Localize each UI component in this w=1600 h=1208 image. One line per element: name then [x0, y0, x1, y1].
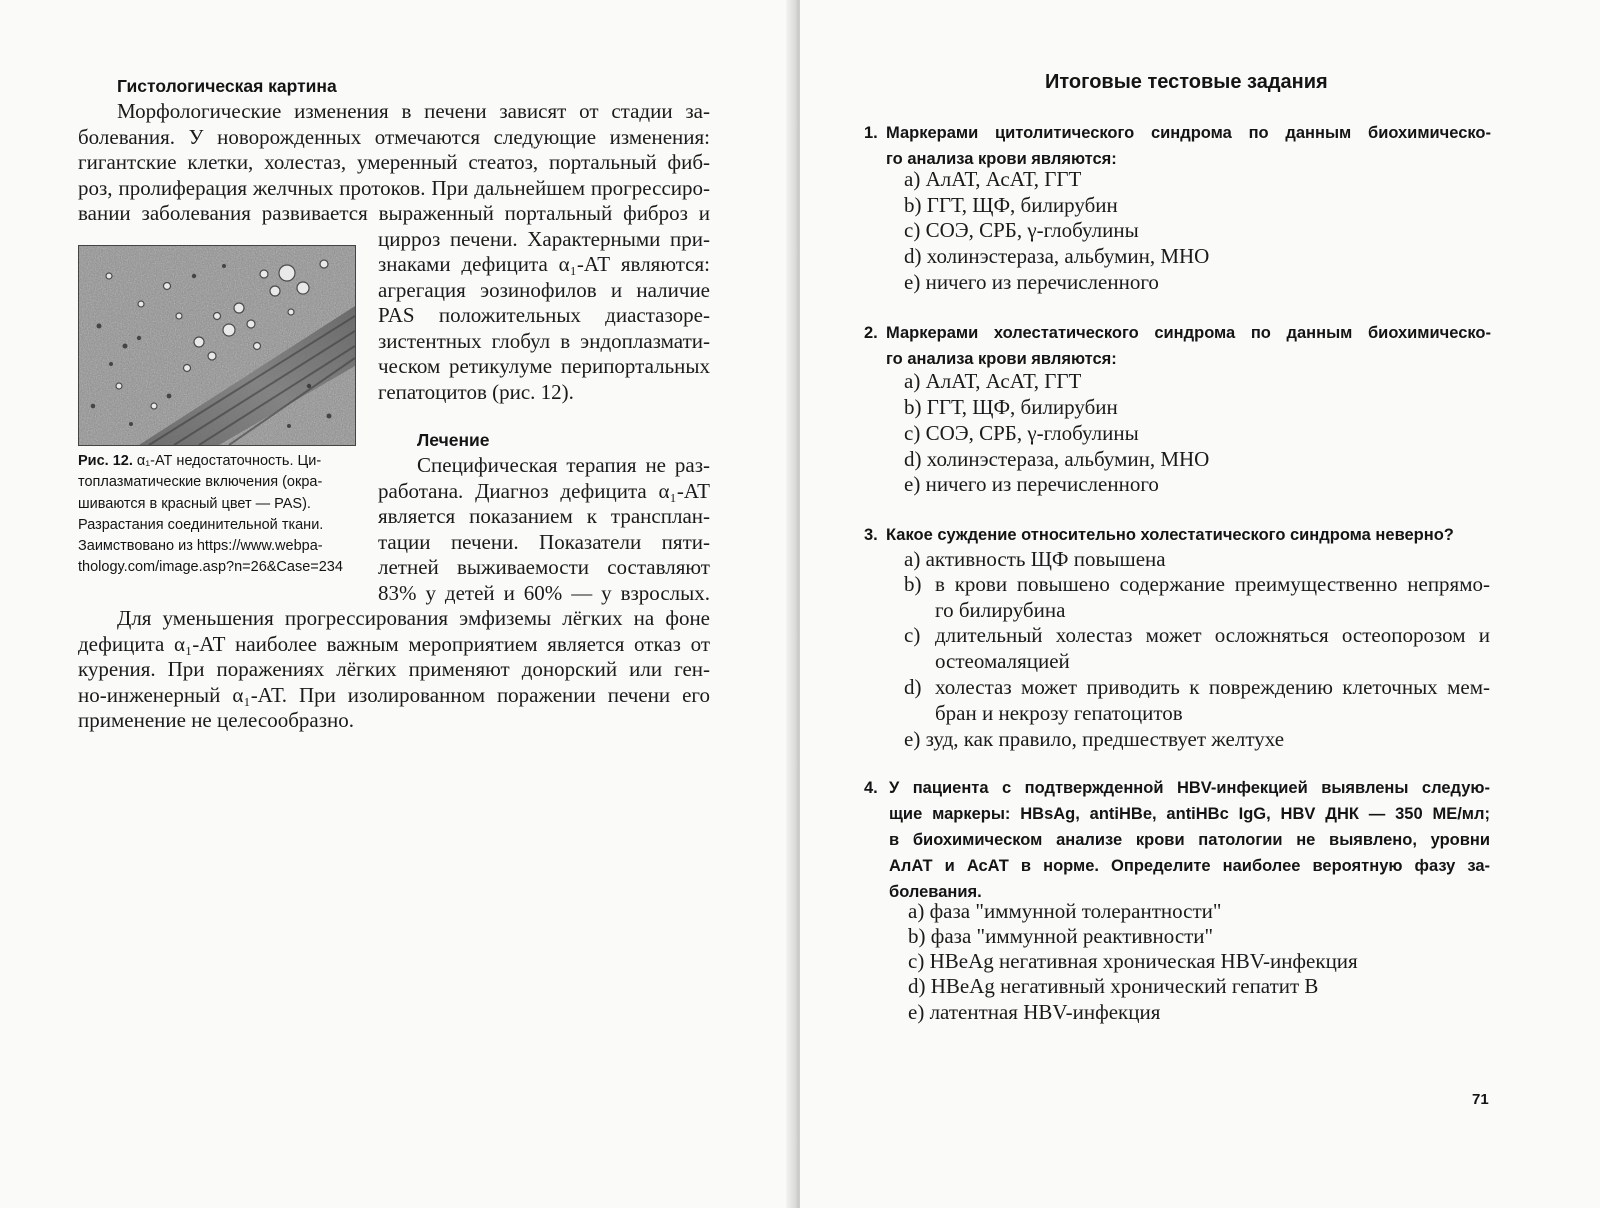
option-a	[904, 167, 1081, 192]
question-text	[889, 775, 1490, 905]
option-a	[904, 547, 1166, 572]
text-line: цирроз печени. Характерными при-	[378, 227, 710, 251]
option-b	[904, 395, 1118, 420]
page-number: 71	[1472, 1091, 1489, 1108]
option-letter: e)	[904, 270, 921, 294]
question-number: 1.	[864, 124, 878, 142]
option-c	[904, 421, 1139, 446]
option-text: СОЭ, СРБ, γ-глобулины	[925, 421, 1139, 445]
option-letter: b)	[908, 924, 926, 948]
option-letter: e)	[904, 472, 921, 496]
option-e	[904, 270, 1159, 295]
question-number: 3.	[864, 526, 878, 544]
text-line: ческом ретикулуме перипортальных	[378, 354, 710, 378]
option-text: холинэстераза, альбумин, МНО	[926, 244, 1210, 268]
option-text: ничего из перечисленного	[925, 472, 1159, 496]
text-line: применение не целесообразно.	[78, 708, 354, 732]
text-line: вании заболевания развивается выраженный портальный фиброз и	[78, 201, 710, 225]
option-a	[908, 899, 1221, 924]
question-text	[886, 120, 1491, 172]
text-line: летней выживаемости составляют	[378, 555, 710, 579]
text-line: гигантские клетки, холестаз, умеренный стеатоз, портальный фиб-	[78, 150, 710, 174]
option-d	[908, 974, 1318, 999]
text-line: тации печени. Показатели пяти-	[378, 530, 710, 554]
text-line: Специфическая терапия не раз-	[417, 453, 710, 477]
option-b	[904, 193, 1118, 218]
treatment-heading: Лечение	[417, 430, 490, 450]
option-e	[904, 727, 1284, 752]
text-line: PAS положительных диастазоре-	[378, 303, 710, 327]
option-text: холинэстераза, альбумин, МНО	[926, 447, 1210, 471]
question-text-line: го анализа крови являются:	[886, 350, 1117, 368]
option-text: HBeAg негативная хроническая HBV-инфекция	[929, 949, 1358, 973]
option-d	[904, 447, 1209, 472]
option-text: АлАТ, АсАТ, ГГТ	[925, 167, 1082, 191]
option-e	[904, 472, 1159, 497]
option-letter: d)	[908, 974, 926, 998]
option-text-line: бран и некрозу гепатоцитов	[935, 701, 1183, 725]
text-line: является показанием к трансплан-	[378, 504, 710, 528]
option-letter: d)	[904, 244, 922, 268]
option-text-line: в крови повышено содержание преимущественно непрямо-	[935, 572, 1490, 596]
option-letter: d)	[904, 675, 922, 699]
option-text: фаза "иммунной толерантности"	[929, 899, 1222, 923]
text-line: курения. При поражениях лёгких применяют донорский или ген-	[78, 657, 710, 681]
option-text-line: длительный холестаз может осложняться остеопорозом и	[935, 623, 1490, 647]
text-line: болевания. У новорожденных отмечаются следующие изменения:	[78, 125, 710, 149]
caption-line: Разрастания соединительной ткани.	[78, 516, 324, 533]
option-b	[908, 924, 1213, 949]
option-text: зуд, как правило, предшествует желтухе	[925, 727, 1285, 751]
text-line: агрегация эозинофилов и наличие	[378, 278, 710, 302]
option-letter: b)	[904, 572, 922, 596]
text-line: зистентных глобул в эндоплазмати-	[378, 329, 710, 353]
option-letter: d)	[904, 447, 922, 471]
text-line: Для уменьшения прогрессирования эмфиземы лёгких на фоне	[117, 606, 710, 630]
question-text-line: щие маркеры: HBsAg, antiHBe, antiHBc IgG, HBV ДНК — 350 МЕ/мл;	[889, 805, 1490, 823]
text-line: роз, пролиферация желчных протоков. При дальнейшем прогрессиро-	[78, 176, 710, 200]
option-c	[908, 949, 1358, 974]
histology-heading: Гистологическая картина	[117, 76, 337, 96]
text-line: дефицита α₁-АТ наиболее важным мероприятием является отказ от	[78, 632, 710, 656]
left-page	[0, 0, 790, 1208]
option-text: HBeAg негативный хронический гепатит B	[930, 974, 1319, 998]
option-text-line: холестаз может приводить к повреждению клеточных мем-	[935, 675, 1490, 699]
text-line: Морфологические изменения в печени зависят от стадии за-	[117, 99, 710, 123]
question-text-line: Какое суждение относительно холестатического синдрома неверно?	[886, 526, 1454, 544]
option-letter: c)	[908, 949, 925, 973]
option-text: СОЭ, СРБ, γ-глобулины	[925, 218, 1139, 242]
caption-line: топлазматические включения (окра-	[78, 474, 323, 491]
option-letter: a)	[904, 167, 921, 191]
option-letter: e)	[908, 1000, 925, 1024]
page-title: Итоговые тестовые задания	[1045, 71, 1328, 93]
option-text-line: остеомаляцией	[935, 649, 1070, 673]
question-text-line: АлАТ и АсАТ в норме. Определите наиболее вероятную фазу за-	[889, 857, 1490, 875]
histology-micrograph	[78, 245, 356, 446]
option-b	[904, 572, 922, 597]
question-number: 4.	[864, 779, 878, 797]
option-letter: c)	[904, 623, 921, 647]
text-line: знаками дефицита α₁-АТ являются:	[378, 252, 710, 276]
text-line: 83% у детей и 60% — у взрослых.	[378, 581, 710, 605]
caption-line: α₁-АТ недостаточность. Ци-	[132, 453, 322, 469]
option-letter: a)	[904, 547, 921, 571]
option-letter: b)	[904, 193, 922, 217]
option-letter: a)	[908, 899, 925, 923]
option-text: ГГТ, ЩФ, билирубин	[926, 193, 1118, 217]
option-letter: b)	[904, 395, 922, 419]
caption-line: Заимствовано из https://www.webpa-	[78, 538, 323, 555]
option-text: ничего из перечисленного	[925, 270, 1159, 294]
option-d	[904, 244, 1209, 269]
text-line: но-инженерный α₁-АТ. При изолированном поражении печени его	[78, 683, 710, 707]
question-text-line: У пациента с подтвержденной HBV-инфекцией выявлены следую-	[889, 779, 1490, 797]
question-text-line: болевания.	[889, 883, 982, 901]
question-text-line: Маркерами холестатического синдрома по данным биохимическо-	[886, 324, 1491, 342]
option-text: активность ЩФ повышена	[925, 547, 1166, 571]
caption-line: thology.com/image.asp?n=26&Case=234	[78, 559, 343, 576]
option-a	[904, 369, 1081, 394]
text-line: гепатоцитов (рис. 12).	[378, 380, 574, 404]
option-text-line: го билирубина	[935, 598, 1066, 622]
question-number: 2.	[864, 324, 878, 342]
option-c	[904, 218, 1139, 243]
figure-label: Рис. 12.	[78, 453, 133, 469]
question-text	[886, 320, 1491, 372]
option-letter: e)	[904, 727, 921, 751]
option-letter: c)	[904, 421, 921, 445]
option-text: АлАТ, АсАТ, ГГТ	[925, 369, 1082, 393]
option-d	[904, 675, 922, 700]
option-text: ГГТ, ЩФ, билирубин	[926, 395, 1118, 419]
figure-caption	[78, 451, 343, 579]
option-text: латентная HBV-инфекция	[929, 1000, 1161, 1024]
right-page	[800, 0, 1600, 1208]
option-c	[904, 623, 920, 648]
question-text	[886, 522, 1491, 548]
question-text-line: Маркерами цитолитического синдрома по данным биохимическо-	[886, 124, 1491, 142]
question-text-line: в биохимическом анализе крови патологии не выявлено, уровни	[889, 831, 1490, 849]
option-letter: c)	[904, 218, 921, 242]
text-line: работана. Диагноз дефицита α₁-АТ	[378, 479, 710, 503]
option-text: фаза "иммунной реактивности"	[930, 924, 1214, 948]
micrograph-image	[79, 246, 355, 445]
option-letter: a)	[904, 369, 921, 393]
option-e	[908, 1000, 1160, 1025]
caption-line: шиваются в красный цвет — PAS).	[78, 495, 311, 512]
question-text-line: го анализа крови являются:	[886, 150, 1117, 168]
